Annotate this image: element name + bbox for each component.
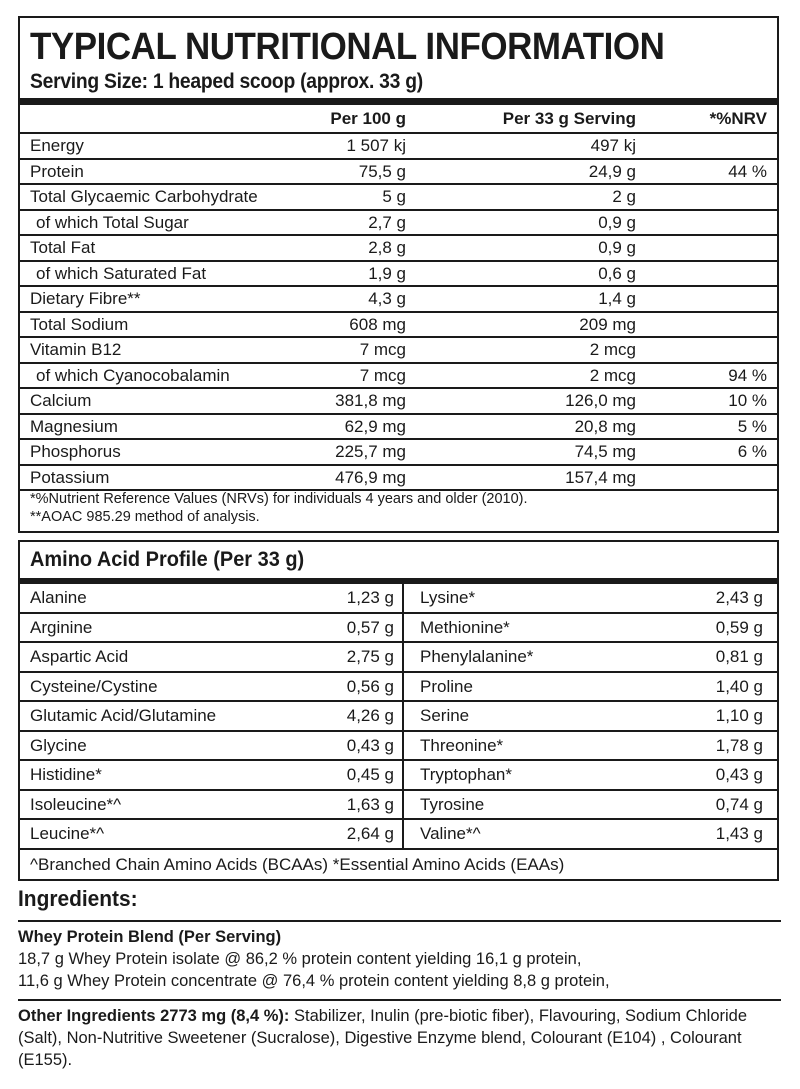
blend-line: 11,6 g Whey Protein concentrate @ 76,4 % protein content yielding 8,8 g protein, [18,972,610,990]
nutrition-table [18,16,779,533]
footnote-nrv: *%Nutrient Reference Values (NRVs) for individuals 4 years and older (2010). [30,491,528,507]
amino-name: Lysine* [420,588,476,607]
column-header-serving: Per 33 g Serving [502,109,636,128]
value-per-serving: 0,9 g [598,238,636,257]
value-per-serving: 209 mg [579,314,636,334]
table-row [20,614,777,644]
table-row [20,820,777,850]
value-per100: 62,9 mg [344,416,406,436]
table-row [20,440,777,466]
blend-line: 18,7 g Whey Protein isolate @ 86,2 % protein content yielding 16,1 g protein, [18,950,582,968]
amino-name: Isoleucine*^ [30,794,122,814]
nutrient-name: of which Saturated Fat [36,263,207,283]
table-row [20,313,777,339]
amino-name: Proline [420,676,473,696]
value-per-serving: 157,4 mg [565,467,636,487]
amino-value: 1,43 g [715,824,763,843]
amino-value: 2,64 g [346,824,394,843]
value-nrv: 10 % [728,391,767,410]
ingredients-title: Ingredients: [18,886,138,911]
footnote-aoac: **AOAC 985.29 method of analysis. [30,509,260,525]
amino-value: 0,43 g [715,765,763,784]
amino-name: Phenylalanine* [420,647,534,666]
amino-value: 0,59 g [715,617,763,637]
value-per-serving: 2 mcg [589,365,636,385]
table-row [20,702,777,732]
value-per-serving: 0,6 g [598,263,636,283]
amino-acid-table [18,540,779,881]
amino-name: Arginine [30,617,93,637]
amino-name: Alanine [30,588,87,607]
nutrient-name: Phosphorus [30,442,121,461]
amino-name: Histidine* [30,765,102,784]
table-row [20,364,777,390]
page-title: TYPICAL NUTRITIONAL INFORMATION [30,26,665,68]
value-per100: 608 mg [349,314,406,334]
divider [18,999,781,1001]
amino-name: Leucine*^ [30,824,105,843]
amino-value: 0,43 g [346,735,394,755]
amino-footnote: ^Branched Chain Amino Acids (BCAAs) *Essential Amino Acids (EAAs) [30,855,565,874]
amino-value: 1,23 g [346,588,394,607]
amino-value: 0,57 g [346,617,394,637]
table-row [20,791,777,821]
table-row [20,287,777,313]
value-per-serving: 497 kj [590,136,636,155]
other-ingredients-label: Other Ingredients 2773 mg (8,4 %): [18,1007,290,1025]
nutrient-name: Total Sodium [30,314,129,334]
amino-value: 0,45 g [346,765,394,784]
amino-name: Tryptophan* [420,765,512,784]
amino-value: 0,56 g [346,676,394,696]
column-header-per100: Per 100 g [330,109,406,128]
amino-name: Aspartic Acid [30,647,129,666]
amino-value: 1,10 g [715,706,763,725]
table-row [20,338,777,364]
table-row [20,415,777,441]
amino-name: Cysteine/Cystine [30,676,158,696]
value-per100: 4,3 g [368,289,406,308]
amino-name: Valine*^ [420,824,481,843]
amino-name: Serine [420,706,470,725]
value-per-serving: 20,8 mg [574,416,636,436]
amino-title: Amino Acid Profile (Per 33 g) [30,548,305,571]
value-per-serving: 0,9 g [598,212,636,232]
value-per100: 1 507 kj [346,136,406,155]
table-row [20,389,777,415]
amino-value: 1,40 g [715,676,763,696]
value-nrv: 44 % [728,161,767,181]
value-nrv: 6 % [737,442,767,461]
other-ingredients [18,1005,778,1071]
nutrient-name: Protein [30,161,84,181]
nutrient-name: of which Total Sugar [36,212,189,232]
column-header-nrv: *%NRV [709,109,767,128]
amino-name: Tyrosine [420,794,485,814]
whey-blend [18,926,778,992]
value-nrv: 5 % [737,416,767,436]
table-row [20,466,777,492]
nutrient-name: Magnesium [30,416,118,436]
amino-value: 2,43 g [715,588,763,607]
value-per100: 476,9 mg [335,467,406,487]
value-per100: 7 mcg [359,340,406,359]
nutrition-footnotes [30,490,528,526]
table-row [20,732,777,762]
nutrient-name: Total Glycaemic Carbohydrate [30,187,258,206]
amino-value: 2,75 g [346,647,394,666]
value-per100: 2,7 g [368,212,406,232]
value-per100: 7 mcg [359,365,406,385]
nutrition-header-row [20,105,777,134]
amino-value: 0,74 g [715,794,763,814]
divider-thick [20,98,777,105]
nutrient-name: of which Cyanocobalamin [36,365,230,385]
nutrient-name: Energy [30,136,84,155]
value-per-serving: 74,5 mg [574,442,636,461]
table-row [20,262,777,288]
amino-value: 4,26 g [346,706,394,725]
amino-value: 1,78 g [715,735,763,755]
value-per-serving: 24,9 g [588,161,636,181]
nutrient-name: Total Fat [30,238,96,257]
nutrient-name: Potassium [30,467,110,487]
blend-title: Whey Protein Blend (Per Serving) [18,928,282,946]
value-per100: 381,8 mg [335,391,406,410]
value-nrv: 94 % [728,365,767,385]
table-row [20,160,777,186]
nutrient-name: Vitamin B12 [30,340,122,359]
divider [18,920,781,922]
other-ingredients-text: Stabilizer, Inulin (pre-biotic fiber), Flavouring, Sodium Chloride (Salt), Non-Nutritive Sweetener (Sucralose), Digestive Enzyme blend, Colourant (E104) , Colourant (E155). [18,1007,748,1069]
value-per-serving: 2 mcg [589,340,636,359]
amino-name: Threonine* [420,735,504,755]
value-per100: 2,8 g [368,238,406,257]
amino-name: Glycine [30,735,87,755]
nutrient-name: Calcium [30,391,92,410]
value-per100: 75,5 g [358,161,406,181]
amino-value: 1,63 g [346,794,394,814]
value-per100: 225,7 mg [335,442,406,461]
serving-size: Serving Size: 1 heaped scoop (approx. 33 g) [30,70,423,93]
table-row [20,236,777,262]
amino-name: Glutamic Acid/Glutamine [30,706,217,725]
table-row [20,673,777,703]
amino-name: Methionine* [420,617,510,637]
table-row [20,134,777,160]
table-row [20,211,777,237]
value-per-serving: 1,4 g [598,289,636,308]
table-row [20,584,777,614]
amino-value: 0,81 g [715,647,763,666]
value-per100: 1,9 g [368,263,406,283]
table-row [20,761,777,791]
table-row [20,185,777,211]
table-row [20,643,777,673]
value-per100: 5 g [382,187,406,206]
value-per-serving: 2 g [612,187,636,206]
nutrient-name: Dietary Fibre** [30,289,141,308]
value-per-serving: 126,0 mg [565,391,636,410]
